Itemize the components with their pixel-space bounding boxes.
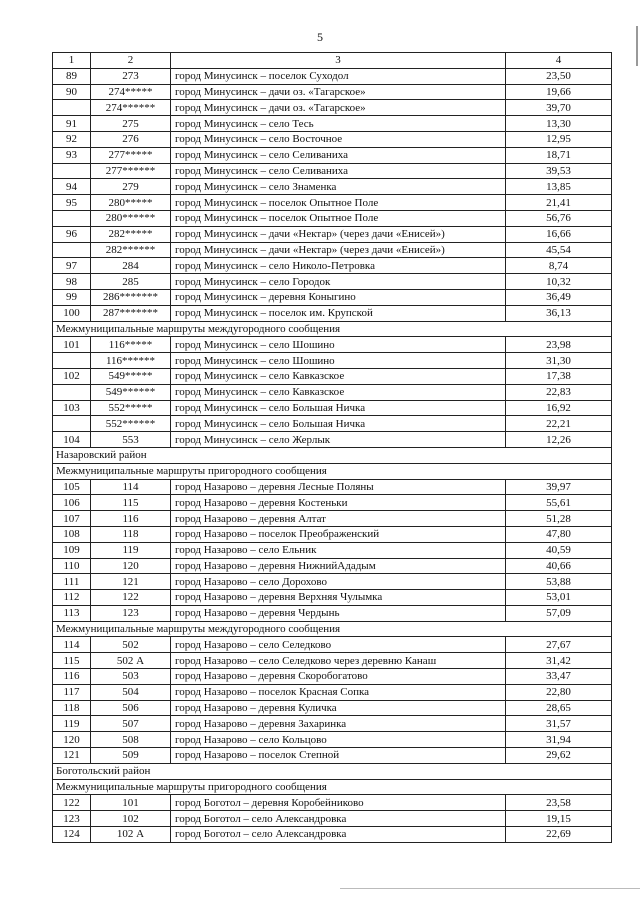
route-name-cell: город Минусинск – село Кавказское: [171, 368, 506, 384]
table-row: [53, 400, 612, 416]
route-distance-cell: 17,38: [506, 368, 612, 384]
table-row: [53, 526, 612, 542]
section-heading: Назаровский район: [53, 447, 612, 463]
route-name-cell: город Назарово – деревня Захаринка: [171, 716, 506, 732]
route-number-cell: 100: [53, 305, 91, 321]
table-row: [53, 558, 612, 574]
route-number-cell: 95: [53, 195, 91, 211]
route-number-cell: 109: [53, 542, 91, 558]
route-code-cell: 285: [91, 274, 171, 290]
route-number-cell: 98: [53, 274, 91, 290]
table-row: [53, 337, 612, 353]
route-distance-cell: 16,92: [506, 400, 612, 416]
route-distance-cell: 28,65: [506, 700, 612, 716]
route-code-cell: 118: [91, 526, 171, 542]
route-code-cell: 287*******: [91, 305, 171, 321]
table-row: [53, 700, 612, 716]
route-code-cell: 280******: [91, 210, 171, 226]
route-code-cell: 284: [91, 258, 171, 274]
route-number-cell: 118: [53, 700, 91, 716]
route-name-cell: город Назарово – село Селедково: [171, 637, 506, 653]
route-number-cell: 91: [53, 116, 91, 132]
route-code-cell: 279: [91, 179, 171, 195]
route-name-cell: город Боготол – село Александровка: [171, 811, 506, 827]
route-distance-cell: 47,80: [506, 526, 612, 542]
route-number-cell: 114: [53, 637, 91, 653]
routes-table-body: [53, 53, 612, 843]
route-number-cell: 103: [53, 400, 91, 416]
section-heading: Межмуниципальные маршруты междугородного сообщения: [53, 321, 612, 337]
route-name-cell: город Минусинск – село Шошино: [171, 353, 506, 369]
route-name-cell: город Минусинск – село Селиваниха: [171, 163, 506, 179]
table-row: [53, 542, 612, 558]
route-distance-cell: 19,66: [506, 84, 612, 100]
route-number-cell: 97: [53, 258, 91, 274]
route-distance-cell: 12,26: [506, 432, 612, 448]
table-header-row: [53, 53, 612, 69]
route-code-cell: 276: [91, 131, 171, 147]
header-cell-2: 2: [91, 53, 171, 69]
route-number-cell: 113: [53, 605, 91, 621]
table-row: [53, 84, 612, 100]
route-number-cell: 117: [53, 684, 91, 700]
table-row: [53, 210, 612, 226]
route-name-cell: город Минусинск – дачи «Нектар» (через дачи «Енисей»): [171, 242, 506, 258]
route-name-cell: город Назарово – деревня Скоробогатово: [171, 669, 506, 685]
route-number-cell: 89: [53, 68, 91, 84]
route-number-cell: 96: [53, 226, 91, 242]
route-name-cell: город Назарово – деревня Костеньки: [171, 495, 506, 511]
scan-edge-mark: [631, 26, 638, 66]
route-number-cell: [53, 100, 91, 116]
route-number-cell: 106: [53, 495, 91, 511]
table-row: [53, 289, 612, 305]
route-distance-cell: 36,13: [506, 305, 612, 321]
route-code-cell: 119: [91, 542, 171, 558]
route-number-cell: 120: [53, 732, 91, 748]
route-distance-cell: 21,41: [506, 195, 612, 211]
route-code-cell: 102 А: [91, 827, 171, 843]
route-distance-cell: 18,71: [506, 147, 612, 163]
route-name-cell: город Минусинск – село Восточное: [171, 131, 506, 147]
route-name-cell: город Минусинск – село Городок: [171, 274, 506, 290]
route-code-cell: 122: [91, 590, 171, 606]
route-code-cell: 506: [91, 700, 171, 716]
table-row: [53, 131, 612, 147]
section-heading: Межмуниципальные маршруты пригородного сообщения: [53, 463, 612, 479]
route-number-cell: 122: [53, 795, 91, 811]
route-name-cell: город Назарово – деревня Лесные Поляны: [171, 479, 506, 495]
table-row: [53, 637, 612, 653]
route-distance-cell: 31,57: [506, 716, 612, 732]
table-row: [53, 716, 612, 732]
route-distance-cell: 22,21: [506, 416, 612, 432]
section-heading-row: [53, 463, 612, 479]
table-row: [53, 163, 612, 179]
section-heading-row: [53, 447, 612, 463]
route-code-cell: 274*****: [91, 84, 171, 100]
route-name-cell: город Минусинск – село Шошино: [171, 337, 506, 353]
route-distance-cell: 10,32: [506, 274, 612, 290]
route-name-cell: город Назарово – деревня Верхняя Чулымка: [171, 590, 506, 606]
route-name-cell: город Минусинск – село Знаменка: [171, 179, 506, 195]
route-distance-cell: 53,01: [506, 590, 612, 606]
route-name-cell: город Минусинск – дачи оз. «Тагарское»: [171, 84, 506, 100]
header-cell-4: 4: [506, 53, 612, 69]
table-row: [53, 258, 612, 274]
header-cell-3: 3: [171, 53, 506, 69]
route-number-cell: 108: [53, 526, 91, 542]
route-number-cell: 92: [53, 131, 91, 147]
route-code-cell: 282******: [91, 242, 171, 258]
route-distance-cell: 51,28: [506, 511, 612, 527]
route-number-cell: [53, 242, 91, 258]
table-row: [53, 226, 612, 242]
route-number-cell: 124: [53, 827, 91, 843]
table-row: [53, 242, 612, 258]
route-number-cell: [53, 210, 91, 226]
route-code-cell: 116: [91, 511, 171, 527]
route-name-cell: город Минусинск – поселок Опытное Поле: [171, 210, 506, 226]
route-number-cell: 112: [53, 590, 91, 606]
route-name-cell: город Минусинск – село Селиваниха: [171, 147, 506, 163]
route-name-cell: город Назарово – село Дорохово: [171, 574, 506, 590]
route-distance-cell: 22,69: [506, 827, 612, 843]
route-name-cell: город Минусинск – село Николо-Петровка: [171, 258, 506, 274]
route-code-cell: 552******: [91, 416, 171, 432]
route-distance-cell: 40,66: [506, 558, 612, 574]
route-code-cell: 549*****: [91, 368, 171, 384]
route-distance-cell: 16,66: [506, 226, 612, 242]
table-row: [53, 195, 612, 211]
table-row: [53, 274, 612, 290]
route-name-cell: город Минусинск – село Большая Ничка: [171, 416, 506, 432]
route-name-cell: город Минусинск – село Тесь: [171, 116, 506, 132]
table-row: [53, 653, 612, 669]
route-name-cell: город Минусинск – дачи оз. «Тагарское»: [171, 100, 506, 116]
route-code-cell: 552*****: [91, 400, 171, 416]
route-name-cell: город Назарово – деревня Алтат: [171, 511, 506, 527]
route-code-cell: 502: [91, 637, 171, 653]
route-code-cell: 101: [91, 795, 171, 811]
table-row: [53, 732, 612, 748]
table-row: [53, 179, 612, 195]
route-code-cell: 121: [91, 574, 171, 590]
section-heading: Межмуниципальные маршруты междугородного сообщения: [53, 621, 612, 637]
table-row: [53, 100, 612, 116]
section-heading-row: [53, 763, 612, 779]
route-code-cell: 282*****: [91, 226, 171, 242]
route-distance-cell: 39,53: [506, 163, 612, 179]
route-number-cell: 94: [53, 179, 91, 195]
route-distance-cell: 19,15: [506, 811, 612, 827]
route-name-cell: город Назарово – поселок Преображенский: [171, 526, 506, 542]
route-number-cell: [53, 416, 91, 432]
route-name-cell: город Минусинск – село Кавказское: [171, 384, 506, 400]
route-name-cell: город Назарово – село Селедково через деревню Канаш: [171, 653, 506, 669]
table-row: [53, 147, 612, 163]
route-distance-cell: 36,49: [506, 289, 612, 305]
route-code-cell: 120: [91, 558, 171, 574]
route-distance-cell: 12,95: [506, 131, 612, 147]
route-distance-cell: 39,70: [506, 100, 612, 116]
table-row: [53, 605, 612, 621]
route-code-cell: 280*****: [91, 195, 171, 211]
route-distance-cell: 23,98: [506, 337, 612, 353]
route-name-cell: город Боготол – село Александровка: [171, 827, 506, 843]
route-code-cell: 553: [91, 432, 171, 448]
table-row: [53, 305, 612, 321]
route-code-cell: 102: [91, 811, 171, 827]
route-code-cell: 116*****: [91, 337, 171, 353]
section-heading-row: [53, 779, 612, 795]
route-code-cell: 503: [91, 669, 171, 685]
table-row: [53, 368, 612, 384]
route-number-cell: 99: [53, 289, 91, 305]
table-row: [53, 574, 612, 590]
route-distance-cell: 55,61: [506, 495, 612, 511]
table-row: [53, 811, 612, 827]
route-name-cell: город Боготол – деревня Коробейниково: [171, 795, 506, 811]
route-code-cell: 507: [91, 716, 171, 732]
route-number-cell: 90: [53, 84, 91, 100]
table-row: [53, 353, 612, 369]
table-row: [53, 684, 612, 700]
route-code-cell: 123: [91, 605, 171, 621]
route-number-cell: 107: [53, 511, 91, 527]
route-distance-cell: 40,59: [506, 542, 612, 558]
section-heading-row: [53, 621, 612, 637]
route-name-cell: город Назарово – поселок Степной: [171, 748, 506, 764]
route-name-cell: город Минусинск – дачи «Нектар» (через дачи «Енисей»): [171, 226, 506, 242]
route-name-cell: город Назарово – село Кольцово: [171, 732, 506, 748]
route-number-cell: 119: [53, 716, 91, 732]
route-distance-cell: 27,67: [506, 637, 612, 653]
route-distance-cell: 33,47: [506, 669, 612, 685]
route-number-cell: 105: [53, 479, 91, 495]
route-code-cell: 549******: [91, 384, 171, 400]
route-number-cell: 115: [53, 653, 91, 669]
table-row: [53, 748, 612, 764]
route-number-cell: 116: [53, 669, 91, 685]
table-row: [53, 384, 612, 400]
route-number-cell: 110: [53, 558, 91, 574]
route-code-cell: 273: [91, 68, 171, 84]
route-distance-cell: 57,09: [506, 605, 612, 621]
route-name-cell: город Назарово – деревня НижнийАдадым: [171, 558, 506, 574]
table-row: [53, 495, 612, 511]
route-code-cell: 116******: [91, 353, 171, 369]
route-code-cell: 115: [91, 495, 171, 511]
table-row: [53, 669, 612, 685]
header-cell-1: 1: [53, 53, 91, 69]
route-code-cell: 277******: [91, 163, 171, 179]
route-code-cell: 502 А: [91, 653, 171, 669]
table-row: [53, 416, 612, 432]
page-number: 5: [317, 30, 323, 44]
route-number-cell: [53, 163, 91, 179]
route-distance-cell: 56,76: [506, 210, 612, 226]
table-row: [53, 68, 612, 84]
route-distance-cell: 31,94: [506, 732, 612, 748]
route-distance-cell: 22,83: [506, 384, 612, 400]
route-name-cell: город Назарово – деревня Куличка: [171, 700, 506, 716]
table-row: [53, 116, 612, 132]
table-row: [53, 479, 612, 495]
route-distance-cell: 31,42: [506, 653, 612, 669]
route-distance-cell: 53,88: [506, 574, 612, 590]
route-name-cell: город Назарово – село Ельник: [171, 542, 506, 558]
route-name-cell: город Минусинск – поселок Суходол: [171, 68, 506, 84]
route-code-cell: 286*******: [91, 289, 171, 305]
route-code-cell: 275: [91, 116, 171, 132]
route-number-cell: [53, 384, 91, 400]
section-heading: Боготольский район: [53, 763, 612, 779]
route-distance-cell: 31,30: [506, 353, 612, 369]
route-name-cell: город Минусинск – село Большая Ничка: [171, 400, 506, 416]
route-distance-cell: 8,74: [506, 258, 612, 274]
route-code-cell: 274******: [91, 100, 171, 116]
scan-bottom-line: [340, 888, 640, 889]
route-distance-cell: 29,62: [506, 748, 612, 764]
route-name-cell: город Минусинск – поселок Опытное Поле: [171, 195, 506, 211]
table-row: [53, 795, 612, 811]
route-name-cell: город Назарово – поселок Красная Сопка: [171, 684, 506, 700]
route-code-cell: 277*****: [91, 147, 171, 163]
table-row: [53, 511, 612, 527]
route-code-cell: 114: [91, 479, 171, 495]
route-distance-cell: 23,50: [506, 68, 612, 84]
routes-table: [52, 52, 612, 843]
route-name-cell: город Минусинск – село Жерлык: [171, 432, 506, 448]
route-number-cell: [53, 353, 91, 369]
route-distance-cell: 22,80: [506, 684, 612, 700]
route-number-cell: 101: [53, 337, 91, 353]
table-row: [53, 590, 612, 606]
route-name-cell: город Назарово – деревня Чердынь: [171, 605, 506, 621]
route-distance-cell: 23,58: [506, 795, 612, 811]
route-number-cell: 111: [53, 574, 91, 590]
route-number-cell: 102: [53, 368, 91, 384]
route-code-cell: 504: [91, 684, 171, 700]
route-distance-cell: 39,97: [506, 479, 612, 495]
route-name-cell: город Минусинск – поселок им. Крупской: [171, 305, 506, 321]
route-number-cell: 123: [53, 811, 91, 827]
route-code-cell: 508: [91, 732, 171, 748]
route-number-cell: 121: [53, 748, 91, 764]
section-heading-row: [53, 321, 612, 337]
route-number-cell: 104: [53, 432, 91, 448]
route-number-cell: 93: [53, 147, 91, 163]
route-distance-cell: 13,85: [506, 179, 612, 195]
route-name-cell: город Минусинск – деревня Коныгино: [171, 289, 506, 305]
table-row: [53, 827, 612, 843]
route-distance-cell: 45,54: [506, 242, 612, 258]
route-code-cell: 509: [91, 748, 171, 764]
route-distance-cell: 13,30: [506, 116, 612, 132]
section-heading: Межмуниципальные маршруты пригородного сообщения: [53, 779, 612, 795]
table-row: [53, 432, 612, 448]
